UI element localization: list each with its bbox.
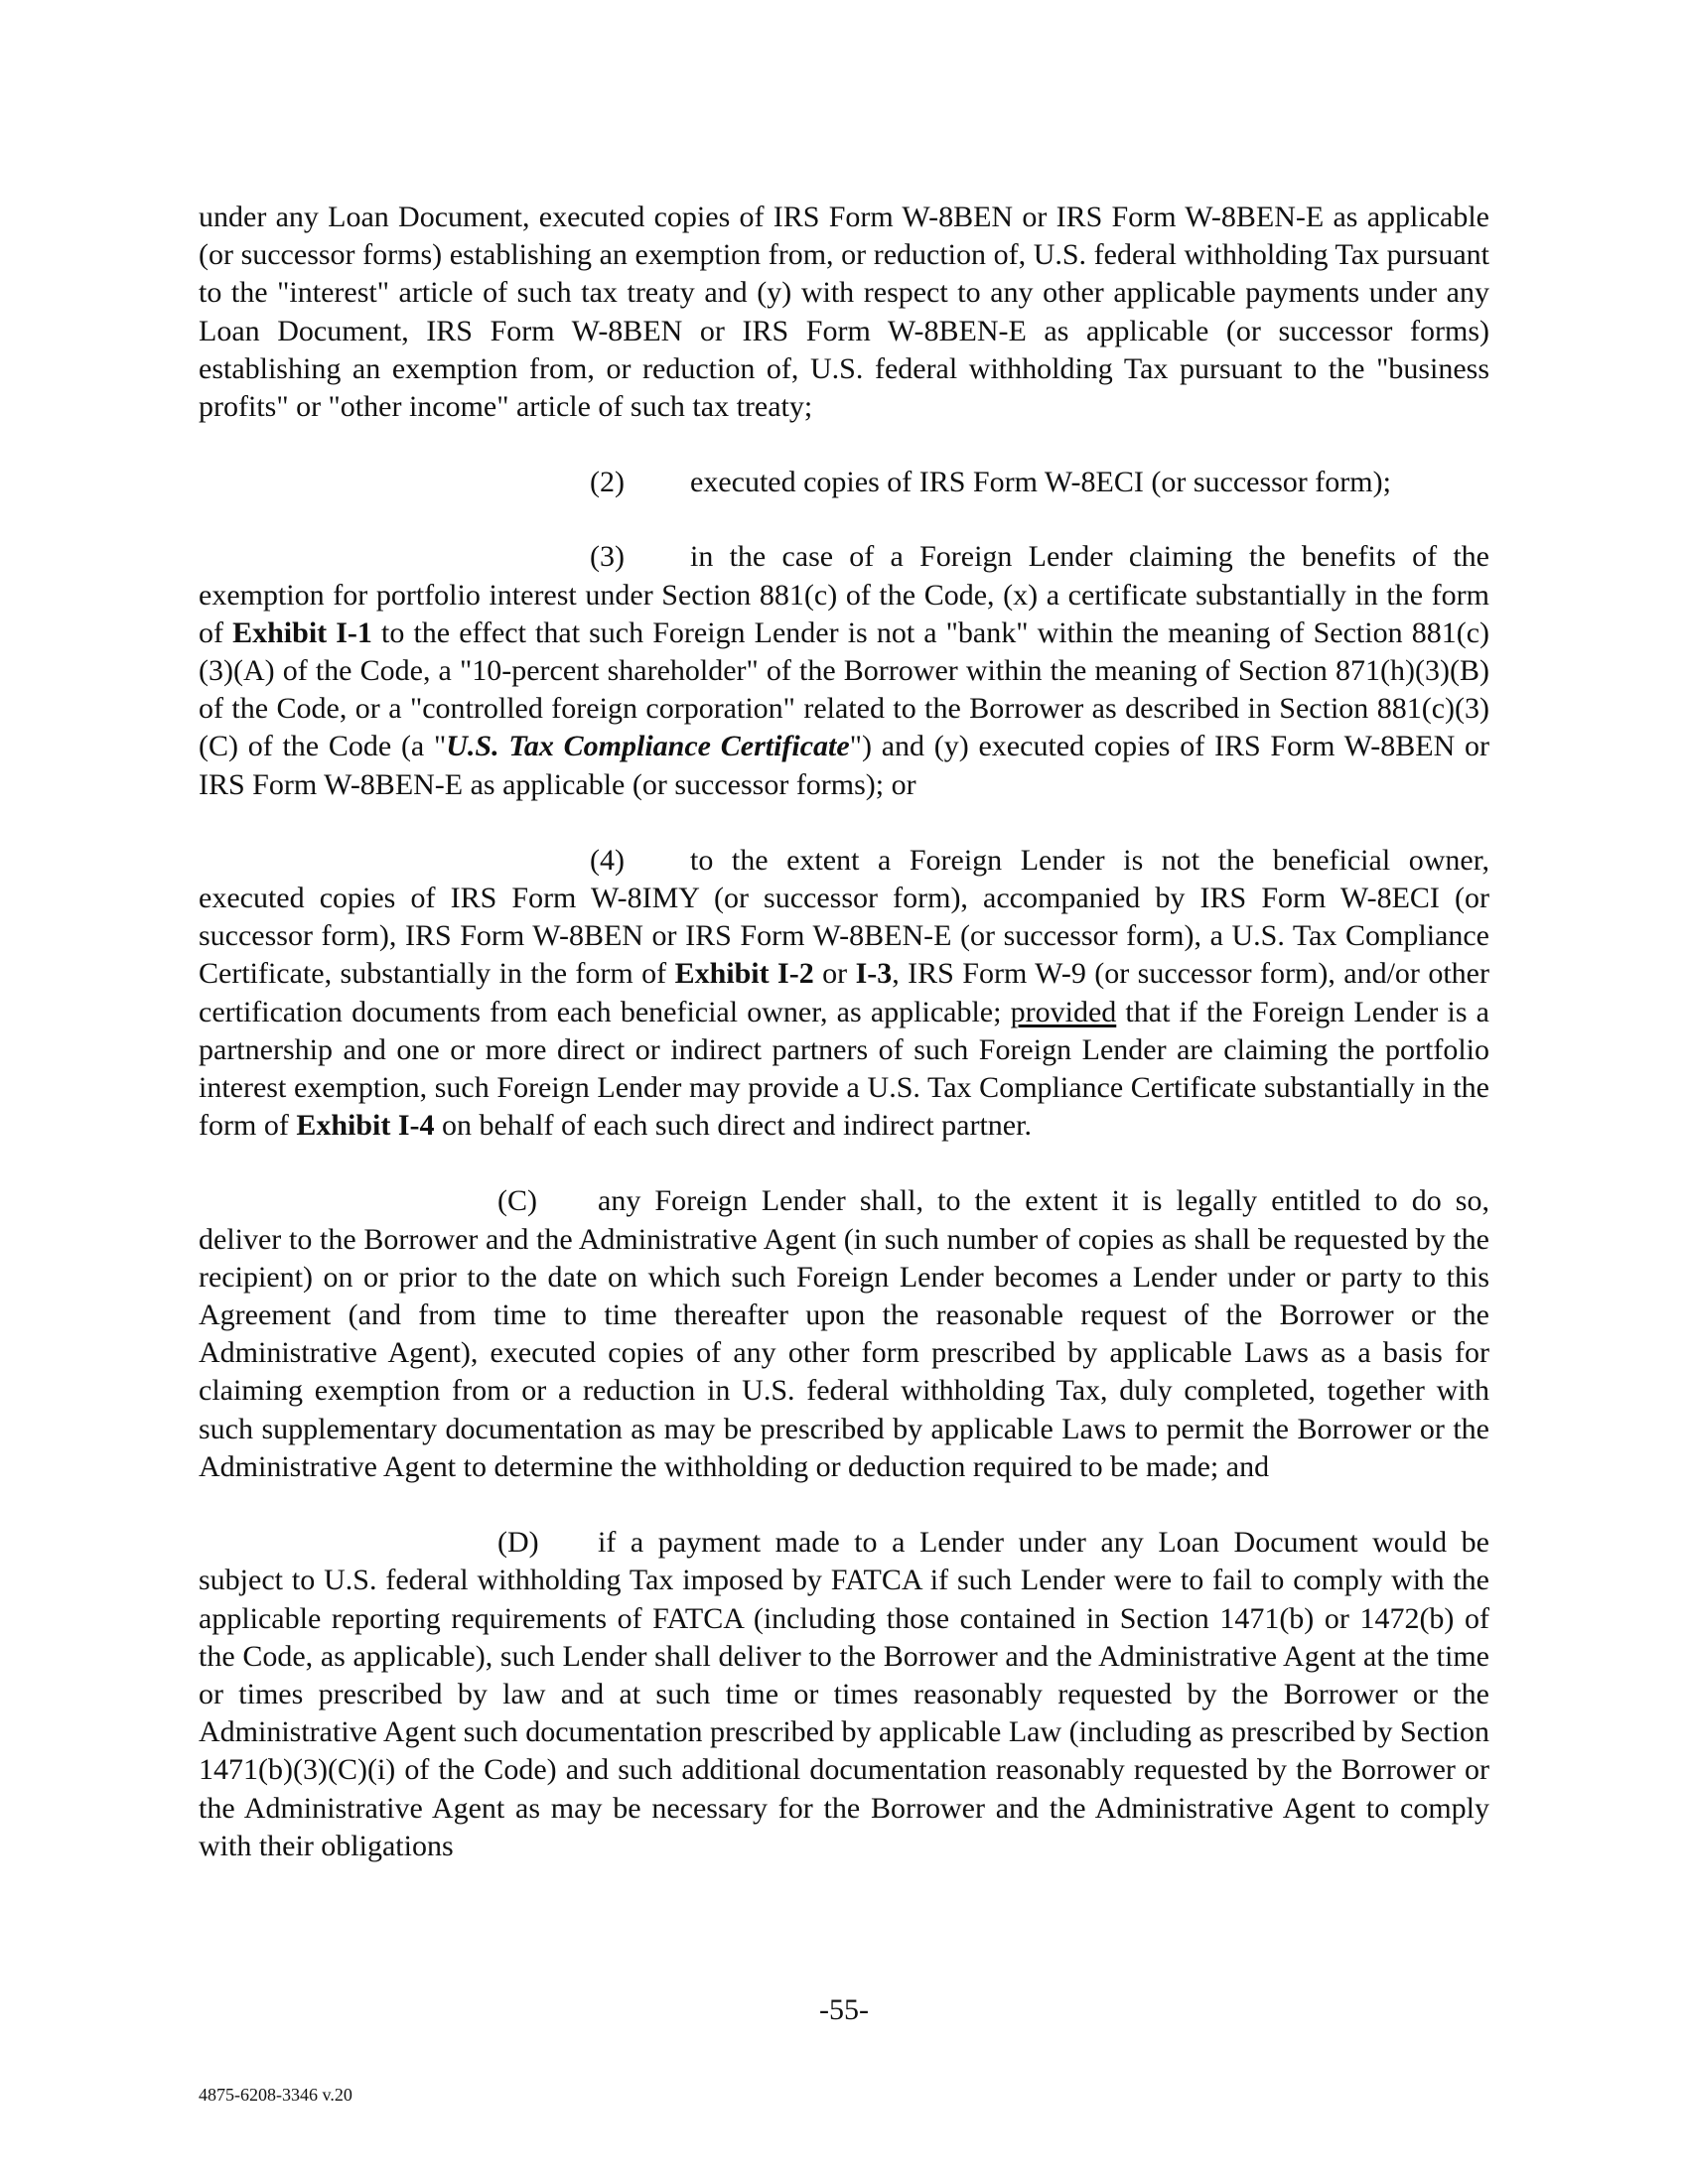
paragraph-text: on behalf of each such direct and indirect partner. <box>434 1109 1032 1143</box>
paragraph-continuation: under any Loan Document, executed copies of IRS Form W-8BEN or IRS Form W-8BEN-E as applicable (or successor forms) establishing an exemption from, or reduction of, U.S. federal withholding Tax pursuant to the "interest" article of such tax treaty and (y) with respect to any other applicable payments under any Loan Document, IRS Form W-8BEN or IRS Form W-8BEN-E as applicable (or successor forms) establishing an exemption from, or reduction of, U.S. federal withholding Tax pursuant to the "business profits" or "other income" article of such tax treaty; <box>199 201 1489 424</box>
exhibit-reference: Exhibit I-1 <box>232 615 372 649</box>
document-id: 4875-6208-3346 v.20 <box>199 2085 352 2105</box>
document-page <box>199 199 1489 1903</box>
paragraph-text: to the extent a Foreign Lender is not the beneficial owner, executed copies of IRS Form W-8IMY (or successor form), accompanied by IRS Form W-8ECI (or successor form), IRS Form W-8BEN or IRS Form W-8BEN-E (or successor form), a U.S. Tax Compliance Certificate, substantially in the form of <box>199 843 1489 991</box>
defined-term: U.S. Tax Compliance Certificate <box>446 730 850 763</box>
page-number: -55- <box>819 1993 869 2026</box>
paragraph-number: (3) <box>590 540 625 574</box>
paragraph-text: if a payment made to a Lender under any Loan Document would be subject to U.S. federal withholding Tax imposed by FATCA if such Lender were to fail to comply with the applicable reporting requirements of FATCA (including those contained in Section 1471(b) or 1472(b) of the Code, as applicable), such Lender shall deliver to the Borrower and the Administrative Agent at the time or times prescribed by law and at such time or times reasonably requested by the Borrower or the Administrative Agent such documentation prescribed by applicable Law (including as prescribed by Section 1471(b)(3)(C)(i) of the Code) and such additional documentation reasonably requested by the Borrower or the Administrative Agent as may be necessary for the Borrower and the Administrative Agent to comply with their obligations <box>199 1526 1489 1862</box>
paragraph-text: any Foreign Lender shall, to the extent it is legally entitled to do so, deliver to the Borrower and the Administrative Agent (in such number of copies as shall be requested by the recipient) on or prior to the date on which such Foreign Lender becomes a Lender under or party to this Agreement (and from time to time thereafter upon the reasonable request of the Borrower or the Administrative Agent), executed copies of any other form prescribed by applicable Laws as a basis for claiming exemption from or a reduction in U.S. federal withholding Tax, duly completed, together with such supplementary documentation as may be prescribed by applicable Laws to permit the Borrower or the Administrative Agent to determine the withholding or deduction required to be made; and <box>199 1184 1489 1483</box>
exhibit-reference: Exhibit I-2 <box>674 957 814 991</box>
paragraph-text: executed copies of IRS Form W-8ECI (or successor form); <box>690 466 1391 499</box>
paragraph-number: (2) <box>590 466 625 499</box>
paragraph-number: (4) <box>590 843 625 877</box>
paragraph-d <box>199 1524 1489 1865</box>
exhibit-reference: Exhibit I-4 <box>296 1109 435 1143</box>
paragraph-c <box>199 1182 1489 1486</box>
paragraph-text: in the case of a Foreign Lender claiming the benefits of the exemption for portfolio interest under Section 881(c) of the Code, (x) a certificate substantially in the form of <box>199 540 1489 649</box>
paragraph-2 <box>199 464 1489 501</box>
paragraph-text: , IRS Form W-9 (or successor form), and/or other certification documents from each beneficial owner, as applicable; <box>199 957 1489 1028</box>
paragraph-text: or <box>813 957 856 991</box>
paragraph-3 <box>199 538 1489 803</box>
paragraph-text: ") and (y) executed copies of IRS Form W-8BEN or IRS Form W-8BEN-E as applicable (or successor forms); or <box>199 730 1489 801</box>
paragraph-number: (D) <box>497 1526 539 1560</box>
paragraph-text: to the effect that such Foreign Lender is not a "bank" within the meaning of Section 881(c)(3)(A) of the Code, a "10-percent shareholder" of the Borrower within the meaning of Section 871(h)(3)(B) of the Code, or a "controlled foreign corporation" related to the Borrower as described in Section 881(c)(3)(C) of the Code (a " <box>199 615 1489 763</box>
paragraph-number: (C) <box>497 1184 537 1218</box>
paragraph-4 <box>199 842 1489 1146</box>
exhibit-reference: I-3 <box>855 957 893 991</box>
paragraph-text: that if the Foreign Lender is a partnership and one or more direct or indirect partners of such Foreign Lender are claiming the portfolio interest exemption, such Foreign Lender may provide a U.S. Tax Compliance Certificate substantially in the form of <box>199 995 1489 1143</box>
provided-term: provided <box>1010 995 1117 1028</box>
